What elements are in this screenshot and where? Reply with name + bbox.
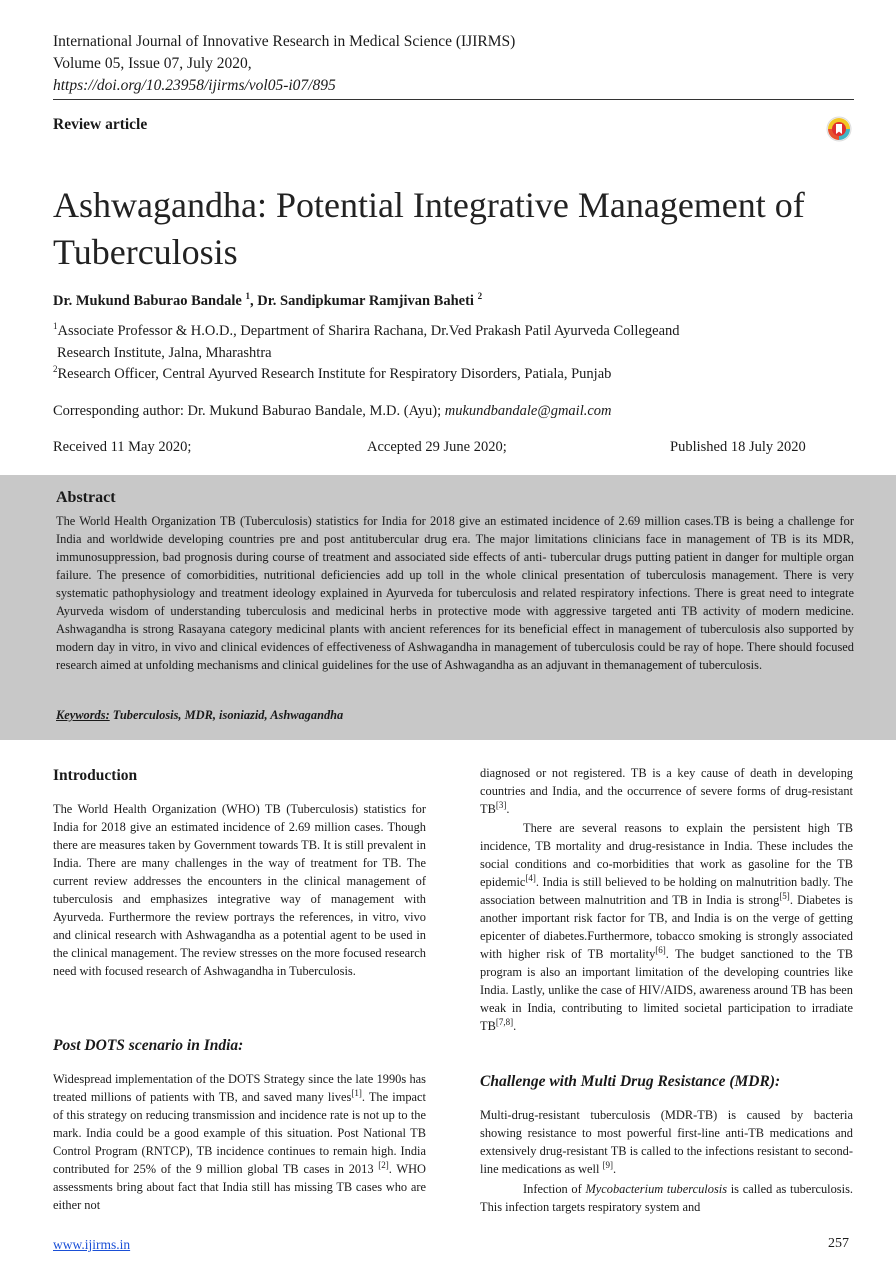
continuation-end: . (506, 802, 510, 816)
post-dots-heading: Post DOTS scenario in India: (53, 1037, 244, 1054)
post-dots-part1: Widespread implementation of the DOTS Strategy since the late 1990s has treated millions of patients with TB, and saved many lives (53, 1072, 426, 1104)
reasons-part3: . Diabetes is another important risk factor for TB, and India is on the verge of getting epicenter of diabetes.Furthermore, tobacco smoking is strongly associated with higher risk of TB mortality (480, 893, 853, 961)
right-col-continuation (480, 764, 853, 818)
corresponding-author (53, 403, 612, 420)
mdr-part2b: is called as tuberculosis. This infection targets respiratory system and (480, 1182, 853, 1214)
continuation-text: diagnosed or not registered. TB is a key cause of death in developing countries and India, and the occurrence of severe forms of drug-resistant TB (480, 766, 853, 816)
ref-7-8[interactable]: [7,8] (495, 1016, 514, 1027)
author-2: , Dr. Sandipkumar Ramjivan Baheti (249, 293, 478, 309)
mdr-heading: Challenge with Multi Drug Resistance (MDR): (480, 1073, 781, 1090)
corresponding-label: Corresponding author: Dr. Mukund Baburao Bandale, M.D. (Ayu); (53, 403, 445, 419)
doi-link[interactable]: https://doi.org/10.23958/ijirms/vol05-i07/895 (53, 77, 336, 94)
mdr-paragraph-2 (480, 1180, 853, 1216)
mdr-part2a: Infection of (523, 1182, 586, 1196)
reasons-part1: There are several reasons to explain the persistent high TB incidence, TB mortality and drug-resistance in India. These includes the social conditions and co-morbidities that work as gasoline for the TB epidemic (480, 821, 853, 889)
post-dots-part3: . WHO assessments bring about fact that India still has missing TB cases who are either not (53, 1162, 427, 1212)
reasons-paragraph (480, 819, 853, 1035)
mdr-part1-end: . (613, 1162, 617, 1176)
author-1-sup: 1 (245, 291, 250, 302)
reasons-part2: . India is still believed to be holding on malnutrition badly. The association between malnutrition and TB in India is strong (480, 875, 853, 907)
affiliation-1-line1: Associate Professor & H.O.D., Department of Sharira Rachana, Dr.Ved Prakash Patil Ayurveda Collegeand (57, 323, 680, 339)
date-published: Published 18 July 2020 (670, 439, 806, 455)
affiliation-2-sup: 2 (53, 364, 58, 375)
journal-name: International Journal of Innovative Research in Medical Science (IJIRMS) (53, 33, 516, 50)
author-1: Dr. Mukund Baburao Bandale (53, 293, 246, 309)
ref-6[interactable]: [6] (655, 944, 666, 955)
mdr-paragraph-1 (480, 1106, 853, 1178)
affiliation-2 (53, 364, 611, 385)
journal-volume: Volume 05, Issue 07, July 2020, (53, 55, 252, 72)
authors (53, 293, 482, 310)
header-divider (53, 99, 854, 100)
affiliation-1-sup: 1 (53, 321, 58, 332)
abstract-text: The World Health Organization TB (Tuberculosis) statistics for India for 2018 give an estimated incidence of 2.69 million cases.TB is being a challenge for India and worldwide developing countries pre and post antitubercular drug era. The major limitations clinicians face in management of TB is its MDR, immunosuppression, bad prognosis during course of treatment and associated side effects of anti- tubercular drugs putting patient in danger for multiple organ failure. The presence of comorbidities, nutritional deficiencies add up toll in the whole clinical presentation of tuberculosis management. There is very systematic pathophysiology and treatment ideology explained in Ayurveda for tuberculosis and related respiratory infections. There is great need to integrate Ayurveda wisdom of understanding tuberculosis and medicinal herbs in protective mode with aggressive targeted anti TB activity of modern medicine. Ashwagandha is strong Rasayana category medicinal plants with ancient references for its beneficial effect in management of tuberculosis also supported by modern day in vitro, in vivo and clinical evidences of effectiveness of Ashwagandha in management of tuberculosis could be ray of hope. There should focused research aimed at unfolding mechanisms and clinical guidelines for the use of Ashwagandha as an adjuvant in themanagement of tuberculosis. (56, 514, 854, 672)
affiliation-1-line2: Research Institute, Jalna, Mharashtra (57, 345, 272, 361)
article-title: Ashwagandha: Potential Integrative Management of Tuberculosis (53, 185, 805, 272)
mdr-organism: Mycobacterium tuberculosis (585, 1182, 728, 1196)
intro-heading: Introduction (53, 767, 138, 784)
affiliation-2-text: Research Officer, Central Ayurved Research Institute for Respiratory Disorders, Patiala, Punjab (57, 366, 612, 382)
affiliation-1 (53, 321, 680, 342)
author-2-sup: 2 (477, 291, 483, 302)
ref-9[interactable]: [9] (602, 1159, 613, 1170)
corresponding-email[interactable]: mukundbandale@gmail.com (444, 403, 612, 419)
reasons-end: . (513, 1019, 517, 1033)
ref-5[interactable]: [5] (779, 890, 790, 901)
crossmark-icon[interactable] (826, 116, 852, 142)
keywords (56, 708, 343, 723)
date-accepted: Accepted 29 June 2020; (367, 439, 507, 455)
ref-3[interactable]: [3] (495, 799, 507, 810)
abstract-heading: Abstract (56, 489, 116, 506)
footer-website-link[interactable]: www.ijirms.in (53, 1237, 131, 1252)
article-type: Review article (53, 116, 148, 133)
intro-text: The World Health Organization (WHO) TB (Tuberculosis) statistics for India for 2018 give an estimated incidence of 2.69 million cases. Though there are measures taken by Government towards TB. It is still prevalent in India. There are many challenges in the way of treatment for TB. The current review addresses the encounters in the clinical management of tuberculosis and emphasizes integrative way of management with Ayurveda. Furthermore the review portrays the references, in vitro, vivo and clinical research with Ashwagandha as a potential agent to be used in the clinical management. The review stresses on the more focused research need with focused research of Ashwagandha in Tuberculosis. (53, 802, 426, 978)
ref-2[interactable]: [2] (378, 1159, 389, 1170)
mdr-part1: Multi-drug-resistant tuberculosis (MDR-TB) is caused by bacteria showing resistance to most powerful first-line anti-TB medications and extensively drug-resistant TB is called to the infections resistant to second-line medications as well (480, 1108, 853, 1176)
keywords-label: Keywords: (56, 708, 110, 722)
ref-1[interactable]: [1] (351, 1087, 362, 1098)
keywords-list: Tuberculosis, MDR, isoniazid, Ashwagandha (109, 708, 344, 722)
reasons-part4: . The budget sanctioned to the TB program is also an important limitation of the developing countries like India. Lastly, unlike the case of HIV/AIDS, awareness around TB has been weak in India, contributing to limited societal participation to irradiate TB (480, 947, 853, 1033)
page-number: 257 (828, 1236, 849, 1251)
date-received: Received 11 May 2020; (53, 439, 192, 455)
post-dots-part2: . The impact of this strategy on reducing transmission and incidence rate is not up to the mark. India could be a good example of this situation. Post National TB Control Program (RNTCP), TB incidence continues to remain high. India contributed for 25% of the 9 million global TB cases in 2013 (53, 1090, 426, 1176)
post-dots-text (53, 1070, 426, 1214)
ref-4[interactable]: [4] (525, 872, 536, 883)
